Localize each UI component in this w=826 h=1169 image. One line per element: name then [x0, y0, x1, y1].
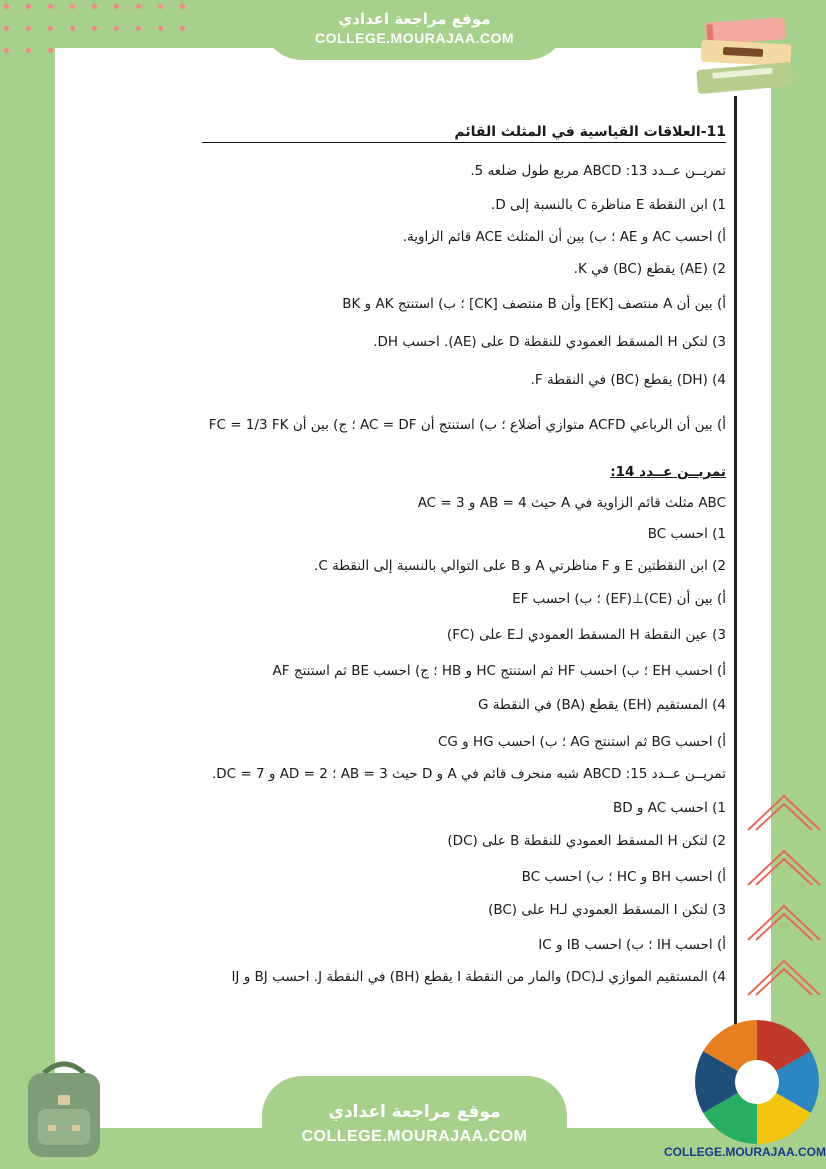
ex13-q3: 3) لتكن H المسقط العمودي للنقطة D على (AE). احسب DH.: [373, 334, 726, 350]
decorative-dot: [48, 48, 53, 53]
decorative-dot: [180, 26, 185, 31]
decorative-dot: [136, 4, 141, 9]
decorative-dot: [158, 26, 163, 31]
site-logo[interactable]: [695, 1020, 819, 1144]
decorative-dot: [70, 26, 75, 31]
top-banner[interactable]: [262, 0, 567, 60]
ex14-q1: 1) احسب BC: [647, 526, 726, 542]
decorative-dot: [92, 26, 97, 31]
top-banner-url[interactable]: COLLEGE.MOURAJAA.COM: [315, 30, 514, 46]
decorative-dot: [158, 4, 163, 9]
ex14-q3: 3) عين النقطة H المسقط العمودي لـE على (FC): [446, 627, 726, 643]
ex14-q2a: أ) بين أن (CE)⊥(EF) ؛ ب) احسب EF: [512, 591, 726, 607]
decorative-dot: [26, 48, 31, 53]
ex15-q4: 4) المستقيم الموازي لـ(DC) والمار من النقطة I يقطع (BH) في النقطة J. احسب BJ و IJ: [231, 969, 726, 985]
backpack-icon: [14, 1055, 114, 1160]
ex13-q2a: أ) بين أن A منتصف [EK] وأن B منتصف [CK] ؛ ب) استنتج AK و BK: [342, 296, 726, 312]
bottom-banner[interactable]: [262, 1076, 567, 1169]
decorative-dot: [26, 26, 31, 31]
ex15-title: تمريــن عــدد 15: ABCD شبه منحرف قائم في A و D حيث AB = 3 ؛ AD = 2 و DC = 7.: [211, 766, 726, 782]
ex13-q1: 1) ابن النقطة E مناظرة C بالنسبة إلى D.: [491, 197, 726, 213]
ex13-q1a: أ) احسب AC و AE ؛ ب) بين أن المثلث ACE قائم الزاوية.: [402, 229, 726, 245]
bottom-banner-title: موقع مراجعة اعدادي: [328, 1102, 501, 1122]
ex14-q4: 4) المستقيم (EH) يقطع (BA) في النقطة G: [478, 697, 726, 713]
logo-url[interactable]: COLLEGE.MOURAJAA.COM: [664, 1145, 826, 1159]
ex15-q1: 1) احسب AC و BD: [612, 800, 726, 816]
ex15-q3: 3) لتكن I المسقط العمودي لـH على (BC): [488, 902, 726, 918]
margin-line: [734, 96, 737, 1046]
decorative-dot: [4, 48, 9, 53]
decorative-dot: [180, 4, 185, 9]
decorative-dot: [114, 26, 119, 31]
decorative-dot: [136, 26, 141, 31]
heading-rule: [202, 142, 726, 143]
ex13-q4: 4) (DH) يقطع (BC) في النقطة F.: [530, 372, 726, 388]
ex14-q2: 2) ابن النقطتين E و F مناظرتي A و B على التوالي بالنسبة إلى النقطة C.: [314, 558, 726, 574]
ex14-q3a: أ) احسب EH ؛ ب) احسب HF ثم استنتج HC و HB ؛ ج) احسب BE ثم استنتج AF: [272, 663, 726, 679]
section-heading: 11-العلاقات القياسية في المثلث القائم: [454, 124, 726, 140]
decorative-dot: [26, 4, 31, 9]
decorative-dot: [4, 26, 9, 31]
decorative-dot: [48, 26, 53, 31]
decorative-dot: [4, 4, 9, 9]
books-icon: [693, 12, 803, 97]
ex14-title: تمريــن عــدد 14:: [610, 464, 726, 480]
decorative-dot: [92, 4, 97, 9]
ex14-statement: ABC مثلث قائم الزاوية في A حيث AB = 4 و AC = 3: [417, 495, 726, 511]
chevrons-decoration: [744, 790, 824, 1030]
ex13-q2: 2) (AE) يقطع (BC) في K.: [573, 261, 726, 277]
decorative-dot: [70, 4, 75, 9]
decorative-dot: [114, 4, 119, 9]
decorative-dot: [48, 4, 53, 9]
ex13-title: تمريــن عــدد 13: ABCD مربع طول ضلعه 5.: [470, 163, 726, 179]
top-banner-title: موقع مراجعة اعدادي: [338, 10, 491, 28]
ex15-q2a: أ) احسب BH و HC ؛ ب) احسب BC: [521, 869, 726, 885]
ex13-q4a: أ) بين أن الرباعي ACFD متوازي أضلاع ؛ ب) استنتج أن AC = DF ؛ ج) بين أن FC = 1/3 FK: [208, 417, 726, 433]
logo-wheel-icon: [695, 1020, 819, 1144]
ex15-q2: 2) لتكن H المسقط العمودي للنقطة B على (DC): [447, 833, 726, 849]
bottom-banner-url[interactable]: COLLEGE.MOURAJAA.COM: [301, 1128, 528, 1145]
ex15-q3a: أ) احسب IH ؛ ب) احسب IB و IC: [538, 937, 726, 953]
ex14-q4a: أ) احسب BG ثم استنتج AG ؛ ب) احسب HG و CG: [437, 734, 726, 750]
